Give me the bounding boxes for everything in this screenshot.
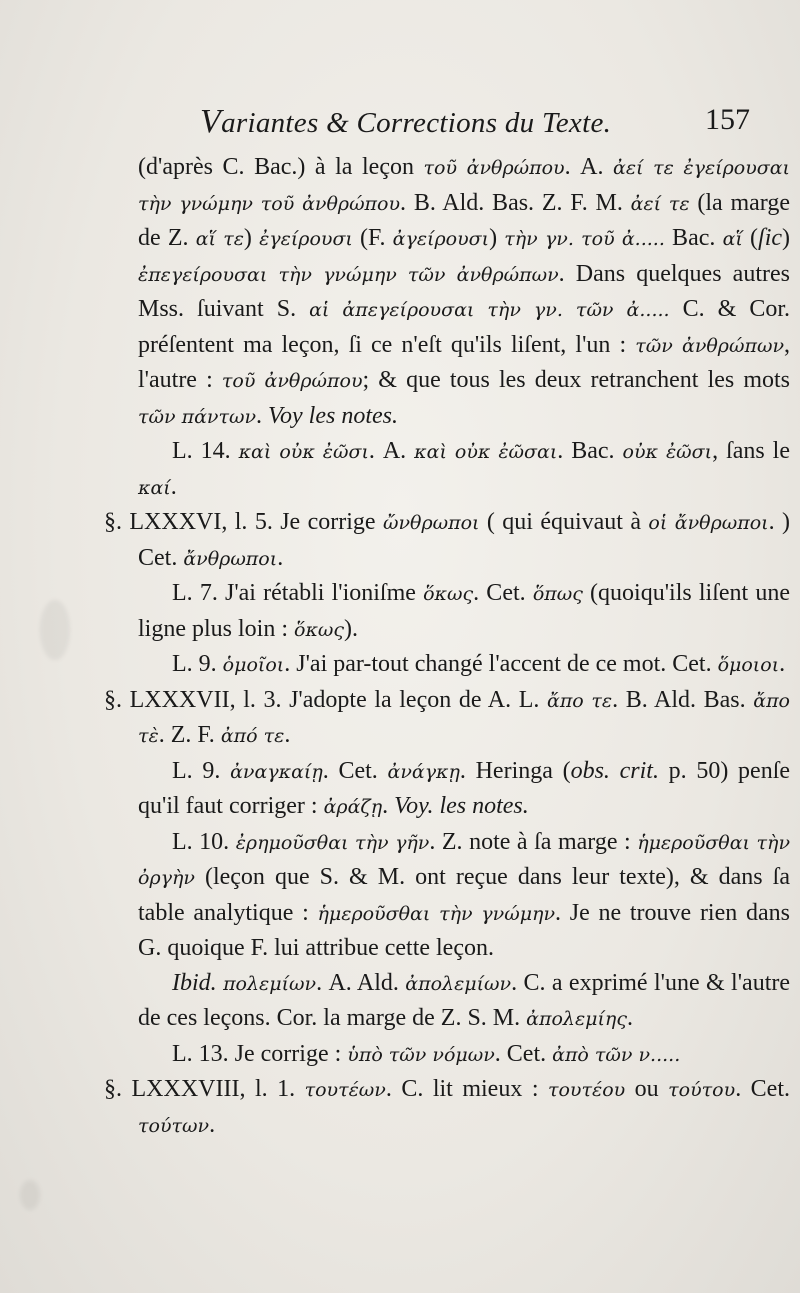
greek-text: ἀνάγκῃ <box>387 760 460 783</box>
text-run: . B. Ald. Bas. <box>612 686 754 713</box>
greek-text: αἱ ἀπεγείρουσαι τὴν γν. τῶν ἀ..... <box>309 299 670 321</box>
text-run: (d'après C. Bac.) à la leçon <box>138 154 424 180</box>
paragraph-line-note <box>138 754 790 825</box>
text-run: (la marge de Z. <box>138 189 790 251</box>
greek-text: ἀράζῃ <box>323 796 383 818</box>
text-run: §. LXXXVIII, l. 1. <box>104 1076 305 1102</box>
italic-text: Voy les notes. <box>268 402 399 429</box>
text-run: . Dans quelques autres Mss. ſuivant S. <box>138 260 790 322</box>
page-smudge <box>20 1180 40 1210</box>
text-run: . Z. note à ſa marge : <box>429 828 638 855</box>
page-smudge <box>40 600 70 660</box>
italic-text: obs. crit. <box>570 757 659 784</box>
text-run: . A. <box>564 154 614 180</box>
text-run: . B. Ald. Bas. Z. F. M. <box>400 189 631 216</box>
paragraph-line-note <box>138 647 790 683</box>
text-run: ) <box>243 225 260 251</box>
greek-text: ἡμεροῦσθαι τὴν γνώμην <box>317 902 555 925</box>
text-run: . Z. F. <box>158 722 221 748</box>
paragraph-line-note <box>138 1037 790 1073</box>
text-run: L. 13. Je corrige : <box>172 1040 348 1067</box>
text-run: L. 7. J'ai rétabli l'ioniſme <box>172 580 424 606</box>
text-run: . C. lit mieux : <box>385 1076 548 1102</box>
greek-text: πολεμίων <box>223 972 317 995</box>
text-run: (leçon que S. & M. ont reçue dans leur texte), & dans ſa table analytique : <box>138 864 790 926</box>
greek-text: αἵ τε <box>195 228 244 250</box>
greek-text: καὶ οὐκ ἐῶσι <box>238 441 369 463</box>
text-run: ( qui équivaut à <box>479 509 649 535</box>
greek-text: τῶν ἀνθρώπων <box>635 334 784 357</box>
greek-text: ἐρημοῦσθαι τὴν γῆν <box>235 831 430 854</box>
greek-text: ὅμοιοι <box>717 654 780 676</box>
greek-text: τὴν γν. τοῦ ἀ..... <box>504 228 665 250</box>
paragraph-line-note <box>138 434 790 505</box>
text-run: . ) Cet. <box>138 509 790 571</box>
greek-text: ἡμεροῦσθαι τὴν ὀργὴν <box>138 831 790 889</box>
greek-text: ὤνθρωποι <box>382 512 480 534</box>
greek-text: ἄπο τὲ <box>138 689 790 747</box>
text-run: . <box>779 651 786 677</box>
greek-text: ἄνθρωποι <box>183 547 278 570</box>
text-run: . <box>209 1111 216 1138</box>
text-run: L. 10. <box>172 828 236 855</box>
text-run: C. & Cor. préſentent ma leçon, ſi ce n'eſt qu'ils liſent, l'un : <box>138 296 790 358</box>
text-run: . Cet. <box>322 757 388 784</box>
page-number: 157 <box>705 103 750 136</box>
italic-text: Ibid. <box>172 969 217 996</box>
text-run: . <box>170 473 177 500</box>
greek-text: οὐκ ἐῶσι <box>622 441 713 463</box>
greek-text: ἄπο τε <box>546 689 613 712</box>
paragraph-ibid-note <box>138 966 790 1037</box>
greek-text: ἀπὸ τῶν ν..... <box>552 1043 681 1066</box>
text-run: . <box>284 722 291 748</box>
greek-text: ὅκως <box>423 583 474 605</box>
text-run: ou <box>625 1076 669 1102</box>
text-run: L. 14. <box>172 438 239 464</box>
text-run: ) <box>782 225 791 251</box>
text-run: . A. <box>368 438 415 464</box>
italic-text: Voy. les notes. <box>394 793 529 819</box>
greek-text: ὅπως <box>532 583 583 605</box>
greek-text: ὑπὸ τῶν νόμων <box>347 1043 495 1066</box>
text-run: . Je ne trouve rien dans G. quoique F. lui attribue cette leçon. <box>138 899 790 961</box>
text-run: . <box>626 1005 633 1031</box>
paragraph-section-note <box>104 505 790 576</box>
paragraph-line-note <box>138 576 790 647</box>
text-run: . Bac. <box>557 438 623 464</box>
greek-text: τῶν πάντων <box>138 405 257 428</box>
italic-text: ſic <box>758 225 783 251</box>
text-run: Bac. <box>664 225 723 251</box>
text-run: . <box>277 544 284 571</box>
running-head <box>200 103 611 141</box>
text-run: . Cet. <box>473 580 533 606</box>
text-run: . <box>256 402 269 429</box>
greek-text: ἀπό τε <box>220 725 285 747</box>
greek-text: ἀεί τε <box>630 192 690 215</box>
greek-text: καί <box>138 476 171 499</box>
greek-text: ἀναγκαίῃ <box>230 760 323 783</box>
text-run: , ſans le <box>712 438 790 464</box>
text-run: . J'ai par-tout changé l'accent de ce mot. Cet. <box>284 651 718 677</box>
greek-text: τούτου <box>668 1079 736 1101</box>
text-run: . A. Ald. <box>316 969 406 996</box>
greek-text: ἀπολεμίης <box>526 1008 627 1030</box>
greek-text: οἱ ἄνθρωποι <box>648 512 769 534</box>
text-run: (quoiqu'ils liſent une ligne plus loin : <box>138 580 791 642</box>
greek-text: τουτέων <box>304 1079 386 1101</box>
greek-text: ὁμοῖοι <box>222 654 285 676</box>
running-head-text-end: ctions du Texte. <box>426 107 612 139</box>
greek-text: ὅκως <box>294 618 345 641</box>
greek-text: ἀπολεμίων <box>405 972 512 995</box>
text-run: . C. a exprimé l'une & l'autre de ces leçons. Cor. la marge de Z. S. M. <box>138 969 791 1031</box>
paragraph-section-note <box>104 683 790 754</box>
greek-text: τούτων <box>138 1114 210 1137</box>
text-run: . Cet. <box>494 1040 553 1067</box>
text-run: ; & que tous les deux retranchent les mots <box>362 367 791 393</box>
text-run: ). <box>344 615 359 642</box>
text-run: §. LXXXVII, l. 3. J'adopte la leçon de A. L. <box>104 686 547 713</box>
text-run: . <box>382 793 395 819</box>
greek-text: τοῦ ἀνθρώπου <box>423 157 565 179</box>
text-run: §. LXXXVI, l. 5. Je corrige <box>104 509 383 535</box>
text-run: ( <box>742 225 759 251</box>
body-text <box>104 150 791 1143</box>
greek-text: αἵ <box>722 228 743 250</box>
text-run: . Heringa ( <box>459 757 571 784</box>
text-run: L. 9. <box>172 757 231 784</box>
paragraph-continuation <box>138 150 790 434</box>
greek-text: ἐπεγείρουσαι τὴν γνώμην τῶν ἀνθρώπων <box>138 263 559 286</box>
text-run: p. 50) penſe qu'il faut corriger : <box>138 757 791 819</box>
text-run: (F. <box>352 225 393 251</box>
paragraph-line-note <box>138 825 790 966</box>
greek-text: ἐγείρουσι <box>259 228 353 250</box>
text-run: ) <box>489 225 505 251</box>
greek-text: ἀεί τε ἐγείρουσαι τὴν γνώμην τοῦ ἀνθρώπου <box>138 157 791 215</box>
text-run: L. 9. <box>172 651 223 677</box>
page-header <box>140 103 780 153</box>
greek-text: καὶ οὐκ ἐῶσαι <box>414 441 558 463</box>
greek-text: ἀγείρουσι <box>392 228 490 250</box>
greek-text: τοῦ ἀνθρώπου <box>221 370 363 392</box>
text-run: , l'autre : <box>138 331 790 393</box>
running-head-text: ariantes & Corre <box>221 107 427 139</box>
greek-text: τουτέου <box>547 1079 626 1101</box>
paragraph-section-note <box>104 1072 790 1143</box>
text-run: . Cet. <box>735 1076 791 1102</box>
running-head-initial: V <box>200 103 222 140</box>
